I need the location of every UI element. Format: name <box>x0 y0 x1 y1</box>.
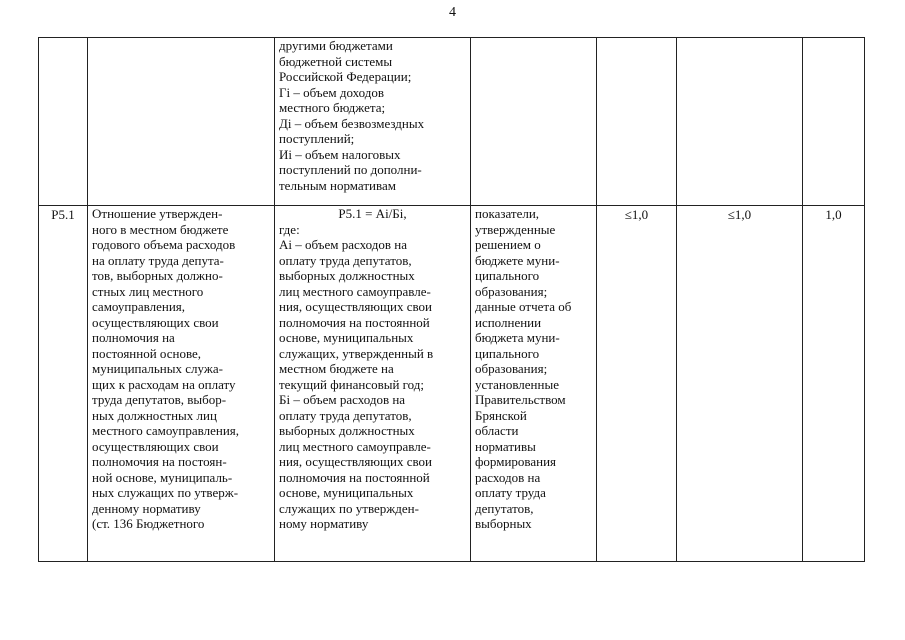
source-line: данные отчета об <box>475 299 572 314</box>
formula-line: другими бюджетами <box>279 38 393 53</box>
source-line: области <box>475 423 519 438</box>
indicator-code: Р5.1 <box>51 207 75 222</box>
description-line: полномочия на <box>92 330 175 345</box>
description-line: ных служащих по утверж- <box>92 485 239 500</box>
value-cell-3 <box>803 206 865 562</box>
formula-line: полномочия на постоянной <box>279 469 430 485</box>
description-line: годового объема расходов <box>92 237 236 252</box>
description-line: полномочия на постоян- <box>92 454 227 469</box>
formula-line: лиц местного самоуправле- <box>279 283 431 299</box>
description-line: труда депутатов, выбор- <box>92 392 227 407</box>
formula-line: ному нормативу <box>279 516 369 531</box>
threshold-value-3: 1,0 <box>825 207 842 222</box>
source-cell-empty <box>471 38 597 206</box>
description-line: стных лиц местного <box>92 283 204 299</box>
source-cell <box>471 206 597 562</box>
description-line: ного в местном бюджете <box>92 221 229 237</box>
indicator-code-cell <box>39 206 88 562</box>
formula-line: служащих, утвержденный в <box>279 345 434 361</box>
source-line: исполнении <box>475 314 542 330</box>
description-line: самоуправления, <box>92 299 186 314</box>
description-line: ной основе, муниципаль- <box>92 469 233 485</box>
formula-line: основе, муниципальных <box>279 485 414 500</box>
description-line: местного самоуправления, <box>92 423 240 438</box>
formula-line: Гi – объем доходов <box>279 84 385 100</box>
source-line: выборных <box>475 516 532 531</box>
value-cell-empty <box>597 38 677 206</box>
source-line: утвержденные <box>475 221 556 237</box>
formula-line: местном бюджете на <box>279 361 394 376</box>
description-line: муниципальных служа- <box>92 361 223 376</box>
formula-line: тельным нормативам <box>279 177 396 193</box>
source-line: депутатов, <box>475 500 534 516</box>
description-line: на оплату труда депута- <box>92 252 224 268</box>
formula-line: служащих по утвержден- <box>279 500 419 516</box>
formula-line: выборных должностных <box>279 268 415 283</box>
description-line: (ст. 136 Бюджетного <box>92 516 205 531</box>
page-number: 4 <box>449 5 456 20</box>
description-line: осуществляющих свои <box>92 314 219 330</box>
source-line: образования; <box>475 283 548 299</box>
threshold-value-2: ≤1,0 <box>727 207 752 222</box>
formula-line: ния, осуществляющих свои <box>279 299 433 314</box>
indicator-description <box>88 206 274 532</box>
value-cell-empty <box>677 38 803 206</box>
threshold-value-1: ≤1,0 <box>624 207 649 222</box>
source-line: установленные <box>475 376 559 392</box>
formula-line: полномочия на постоянной <box>279 314 430 330</box>
formula-text <box>275 38 470 193</box>
formula-cell <box>275 206 471 562</box>
description-line: Отношение утвержден- <box>92 206 223 221</box>
description-line: тов, выборных должно- <box>92 268 223 283</box>
formula-line: ния, осуществляющих свои <box>279 454 433 469</box>
description-line: осуществляющих свои <box>92 438 219 454</box>
formula-line: бюджетной системы <box>279 53 393 69</box>
source-line: нормативы <box>475 438 536 454</box>
source-line: ципального <box>475 345 540 361</box>
formula-header: Р5.1 = Аi/Бi, <box>338 206 407 221</box>
formula-line: текущий финансовый год; <box>279 376 425 392</box>
source-line: показатели, <box>475 206 540 221</box>
source-line: образования; <box>475 361 548 376</box>
formula-line: лиц местного самоуправле- <box>279 438 431 454</box>
formula-line: Аi – объем расходов на <box>279 237 407 252</box>
source-line: оплату труда <box>475 485 546 500</box>
formula-line: основе, муниципальных <box>279 330 414 345</box>
table-row-p5-1 <box>39 206 865 562</box>
description-cell-empty <box>88 38 275 206</box>
source-line: ципального <box>475 268 540 283</box>
source-line: Правительством <box>475 392 566 407</box>
source-line: бюджете муни- <box>475 252 560 268</box>
source-line: формирования <box>475 454 557 469</box>
formula-line: поступлений; <box>279 131 355 146</box>
formula-line: поступлений по дополни- <box>279 162 422 177</box>
description-cell <box>88 206 275 562</box>
formula-line: Российской Федерации; <box>279 69 412 84</box>
formula-line: Иi – объем налоговых <box>279 146 401 162</box>
indicator-table <box>38 37 865 562</box>
value-cell-2 <box>677 206 803 562</box>
formula-line: выборных должностных <box>279 423 415 438</box>
formula-line: оплату труда депутатов, <box>279 407 412 423</box>
formula-line: Дi – объем безвозмездных <box>279 115 425 131</box>
formula-text <box>279 222 466 532</box>
description-line: денному нормативу <box>92 500 201 516</box>
description-line: постоянной основе, <box>92 345 202 361</box>
description-line: щих к расходам на оплату <box>92 376 236 392</box>
formula-line: оплату труда депутатов, <box>279 252 412 268</box>
table-row-continuation <box>39 38 865 206</box>
code-cell-empty <box>39 38 88 206</box>
data-source-text <box>471 206 596 532</box>
formula-cell <box>275 38 471 206</box>
source-line: расходов на <box>475 469 541 485</box>
formula-line: местного бюджета; <box>279 100 386 115</box>
formula-line: где: <box>279 221 300 237</box>
formula-line: Бi – объем расходов на <box>279 392 406 407</box>
source-line: бюджета муни- <box>475 330 560 345</box>
source-line: Брянской <box>475 407 527 423</box>
source-line: решением о <box>475 237 541 252</box>
value-cell-empty <box>803 38 865 206</box>
description-line: ных должностных лиц <box>92 407 217 423</box>
value-cell-1 <box>597 206 677 562</box>
